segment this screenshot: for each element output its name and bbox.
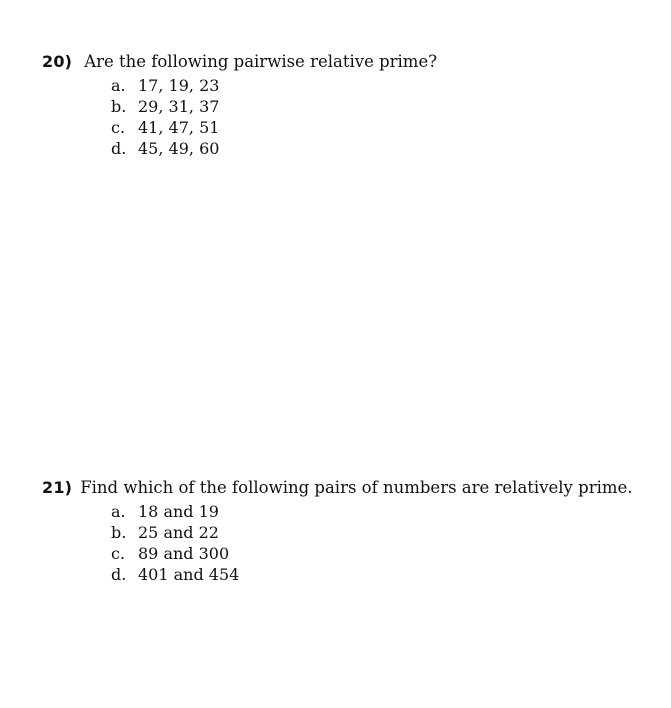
question-header [42, 478, 633, 502]
option-letter: c. [111, 544, 126, 563]
option-letter: b. [111, 97, 127, 116]
answer-options [111, 76, 437, 160]
option-letter: a. [111, 76, 126, 95]
option-text: 29, 31, 37 [138, 97, 220, 116]
option-text: 45, 49, 60 [138, 139, 220, 158]
question-text: Are the following pairwise relative prime? [84, 52, 438, 71]
option-d [111, 139, 437, 160]
option-text: 18 and 19 [138, 502, 219, 521]
answer-options [111, 502, 633, 586]
option-c [111, 544, 633, 565]
question-20 [42, 52, 437, 160]
question-text: Find which of the following pairs of numbers are relatively prime. [80, 478, 633, 497]
question-number: 21) [42, 478, 73, 497]
option-letter: c. [111, 118, 126, 137]
option-letter: d. [111, 139, 127, 158]
option-text: 401 and 454 [138, 565, 240, 584]
option-text: 89 and 300 [138, 544, 230, 563]
option-letter: a. [111, 502, 126, 521]
option-text: 25 and 22 [138, 523, 219, 542]
option-c [111, 118, 437, 139]
question-21 [42, 478, 633, 586]
option-letter: d. [111, 565, 127, 584]
option-b [111, 523, 633, 544]
option-text: 41, 47, 51 [138, 118, 220, 137]
option-b [111, 97, 437, 118]
option-d [111, 565, 633, 586]
option-text: 17, 19, 23 [138, 76, 220, 95]
question-header [42, 52, 437, 76]
question-number: 20) [42, 52, 73, 71]
option-letter: b. [111, 523, 127, 542]
option-a [111, 502, 633, 523]
option-a [111, 76, 437, 97]
